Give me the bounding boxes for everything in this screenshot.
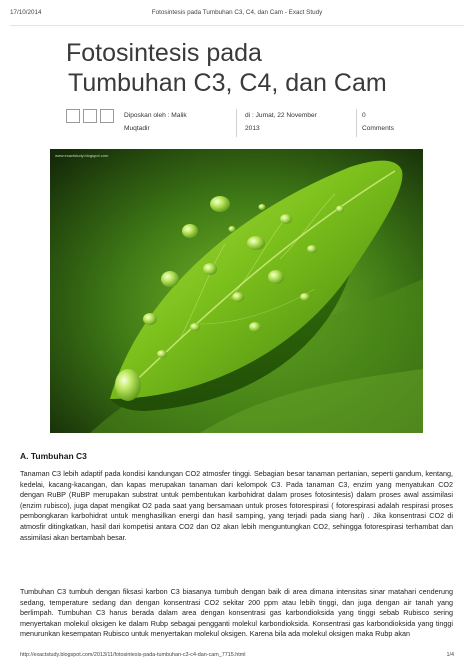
meta-divider-2 bbox=[356, 109, 357, 137]
share-button-3[interactable] bbox=[100, 109, 114, 123]
comments-label: Comments bbox=[362, 125, 394, 132]
comments-link[interactable] bbox=[362, 109, 394, 135]
leaf-illustration bbox=[50, 149, 423, 433]
title-line-2: Tumbuhan C3, C4, dan Cam bbox=[68, 69, 387, 97]
post-author-line1: Diposkan oleh : Malik bbox=[124, 112, 187, 119]
leaf-photo bbox=[50, 149, 423, 433]
title-line-1: Fotosintesis pada bbox=[66, 39, 262, 67]
meta-divider bbox=[236, 109, 237, 137]
page-number: 1/4 bbox=[446, 652, 454, 658]
image-watermark: www.exactstudy.blogspot.com bbox=[55, 153, 109, 158]
share-button-2[interactable] bbox=[83, 109, 97, 123]
post-date-line1: di : Jumat, 22 November bbox=[245, 112, 317, 119]
paragraph-1: Tanaman C3 lebih adaptif pada kondisi kandungan CO2 atmosfer tinggi. Sebagian besar tanaman pertanian, seperti gandum, kentang, kedelai, kacang-kacangan, dan kapas merupakan tanaman dari kelompok C3. Pada tanaman C3, enzim yang menyatukan CO2 dengan RuBP (RuBP merupakan substrat untuk pembentukan karbohidrat dalam proses fotosintesis) dalam proses awal assimilasi (enzim rubisco), juga dapat mengikat O2 pada saat yang bersamaan untuk proses fotorespirasi ( fotorespirasi adalah respirasi proses pembongkaran karbohidrat untuk menghasilkan energi dan hasil samping, yang terjadi pada siang hari) . Jika konsentrasi CO2 di atmosfir ditingkatkan, hasil dari kompetisi antara CO2 dan O2 akan lebih menguntungkan CO2, sehingga fotorespirasi terhambat dan assimilasi akan bertambah besar. bbox=[20, 469, 453, 542]
paragraph-2: Tumbuhan C3 tumbuh dengan fiksasi karbon C3 biasanya tumbuh dengan baik di area dimana intensitas sinar matahari cenderung sedang, temperature sedang dan dengan konsentrasi CO2 sekitar 200 ppm atau lebih tinggi, dan juga dengan air tanah yang berlimpah. Tumbuhan C3 harus berada dalam area dengan konsentrasi gas karbondioksida yang tinggi sebab Rubisco sering menyertakan molekul oksigen ke dalam Rubp sebagai pengganti molekul karbondioksida. Konsentrasi gas karbondioksida yang tinggi menurunkan kesempatan Rubisco untuk menyertakan molekul oksigen. Karena bila ada molekul oksigen maka Rubp akan bbox=[20, 587, 453, 639]
share-button-1[interactable] bbox=[66, 109, 80, 123]
post-date-line2: 2013 bbox=[245, 125, 260, 132]
post-date bbox=[245, 109, 317, 135]
share-buttons bbox=[66, 109, 114, 123]
header-divider bbox=[10, 25, 464, 26]
section-heading: A. Tumbuhan C3 bbox=[20, 451, 87, 461]
post-author bbox=[124, 109, 187, 135]
print-header bbox=[10, 9, 464, 21]
footer-url[interactable]: http://exactstudy.blogspot.com/2013/11/fotosintesis-pada-tumbuhan-c3-c4-dan-cam_7715.html bbox=[20, 652, 246, 658]
post-author-line2: Muqtadir bbox=[124, 125, 150, 132]
print-date: 17/10/2014 bbox=[10, 9, 42, 16]
article-title bbox=[66, 38, 387, 98]
comments-count: 0 bbox=[362, 112, 366, 119]
print-page-title: Fotosintesis pada Tumbuhan C3, C4, dan Cam - Exact Study bbox=[151, 9, 323, 16]
